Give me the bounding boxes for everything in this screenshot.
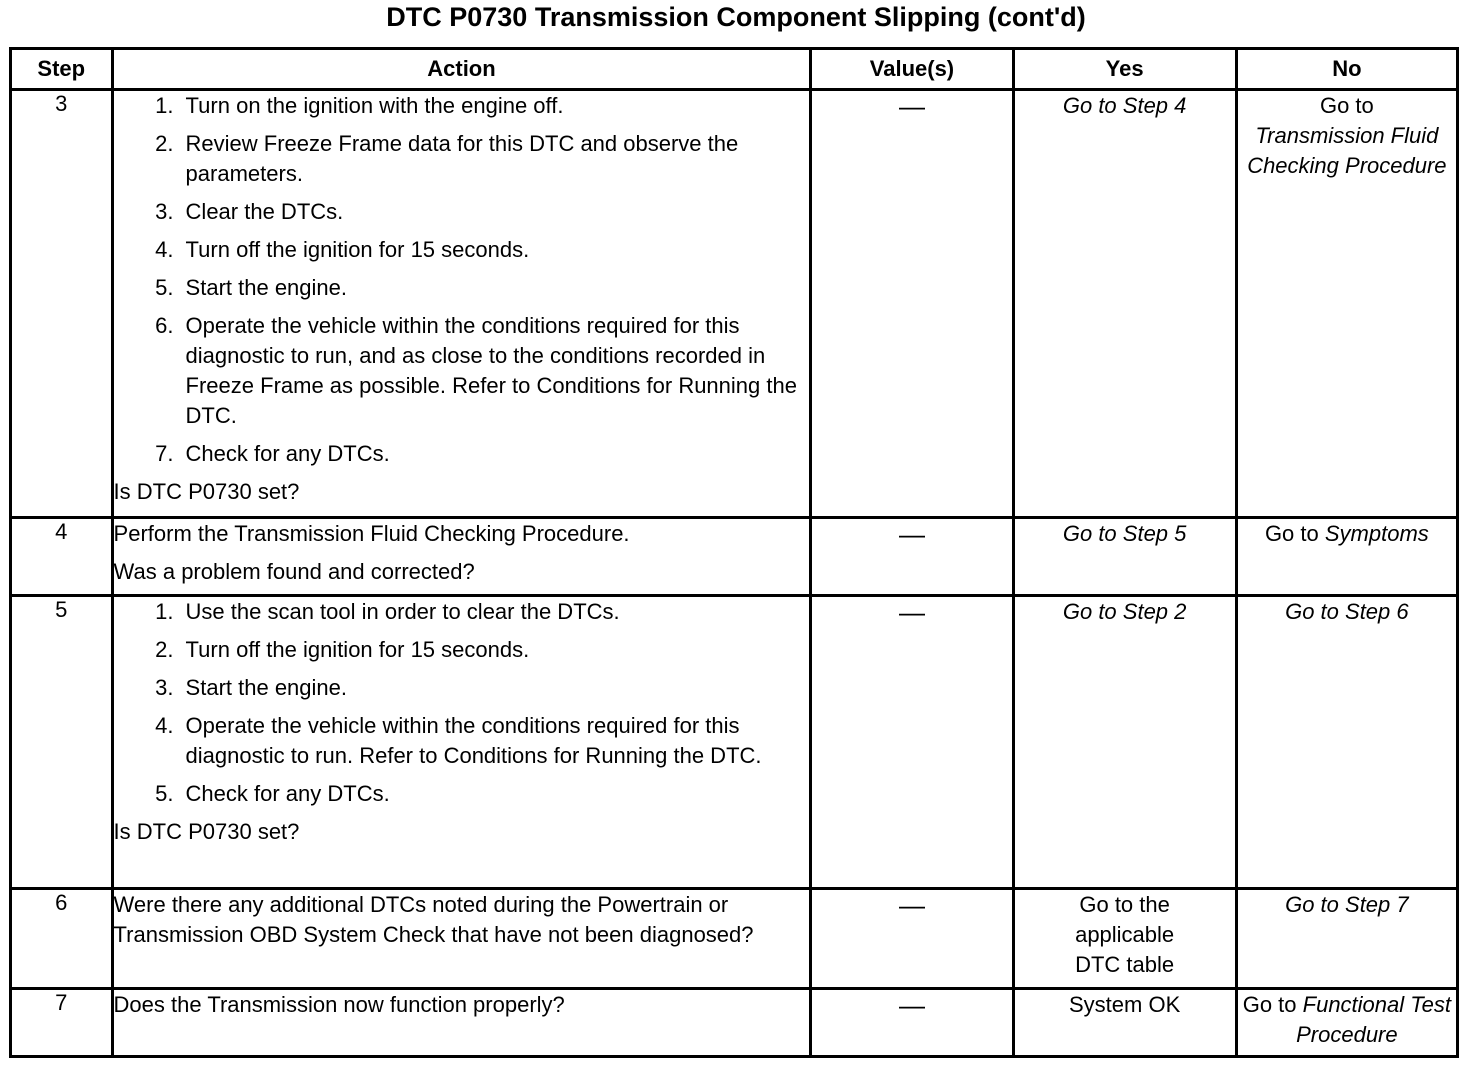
no-result-prefix: Go to bbox=[1242, 992, 1297, 1017]
step-number: 4 bbox=[11, 518, 113, 596]
list-item: 7. Check for any DTCs. bbox=[180, 439, 810, 469]
value-cell: — bbox=[811, 889, 1013, 989]
no-result: Go to Step 7 bbox=[1236, 889, 1457, 989]
action-question: Was a problem found and corrected? bbox=[113, 559, 475, 584]
step-number: 3 bbox=[11, 90, 113, 518]
list-item: 2. Review Freeze Frame data for this DTC and observe the parameters. bbox=[180, 129, 810, 189]
yes-result: Go to Step 2 bbox=[1013, 596, 1236, 889]
yes-result: Go to Step 5 bbox=[1013, 518, 1236, 596]
yes-result: Go to Step 4 bbox=[1013, 90, 1236, 518]
action-cell bbox=[112, 989, 811, 1057]
table-row-step-6 bbox=[11, 889, 1458, 989]
list-item: 2. Turn off the ignition for 15 seconds. bbox=[180, 635, 810, 665]
value-cell: — bbox=[811, 596, 1013, 889]
action-steps-list bbox=[114, 597, 810, 809]
value-cell: — bbox=[811, 989, 1013, 1057]
no-result-prefix: Go to bbox=[1264, 521, 1319, 546]
no-result-link: Transmission Fluid Checking Procedure bbox=[1247, 123, 1447, 178]
table-row-step-5 bbox=[11, 596, 1458, 889]
list-item: 3. Start the engine. bbox=[180, 673, 810, 703]
action-instruction: Perform the Transmission Fluid Checking Procedure. bbox=[113, 521, 630, 546]
header-no: No bbox=[1236, 49, 1457, 90]
yes-result: Go to the applicable DTC table bbox=[1013, 889, 1236, 989]
table-row-step-7 bbox=[11, 989, 1458, 1057]
no-result bbox=[1236, 518, 1457, 596]
step-number: 6 bbox=[11, 889, 113, 989]
action-steps-list bbox=[114, 91, 810, 469]
header-action: Action bbox=[112, 49, 811, 90]
action-cell bbox=[112, 596, 811, 889]
list-item: 4. Turn off the ignition for 15 seconds. bbox=[180, 235, 810, 265]
table-row-step-4 bbox=[11, 518, 1458, 596]
action-cell bbox=[112, 889, 811, 989]
header-row bbox=[11, 49, 1458, 90]
step-number: 7 bbox=[11, 989, 113, 1057]
no-result bbox=[1236, 90, 1457, 518]
no-result bbox=[1236, 989, 1457, 1057]
action-question: Does the Transmission now function properly? bbox=[113, 992, 565, 1017]
no-result-link: Functional Test Procedure bbox=[1296, 992, 1452, 1047]
action-cell bbox=[112, 518, 811, 596]
list-item: 5. Start the engine. bbox=[180, 273, 810, 303]
action-question: Were there any additional DTCs noted during the Powertrain or Transmission OBD System Check that have not been diagnosed? bbox=[113, 892, 754, 947]
value-cell: — bbox=[811, 90, 1013, 518]
action-question: Is DTC P0730 set? bbox=[113, 479, 300, 504]
list-item: 5. Check for any DTCs. bbox=[180, 779, 810, 809]
list-item: 3. Clear the DTCs. bbox=[180, 197, 810, 227]
no-result-prefix: Go to bbox=[1319, 93, 1374, 118]
diagnostic-table bbox=[9, 47, 1459, 1058]
action-cell bbox=[112, 90, 811, 518]
yes-result: System OK bbox=[1013, 989, 1236, 1057]
no-result: Go to Step 6 bbox=[1236, 596, 1457, 889]
value-cell: — bbox=[811, 518, 1013, 596]
list-item: 1. Turn on the ignition with the engine off. bbox=[180, 91, 810, 121]
page-title: DTC P0730 Transmission Component Slipping (cont'd) bbox=[386, 2, 1086, 32]
list-item: 1. Use the scan tool in order to clear the DTCs. bbox=[180, 597, 810, 627]
action-question: Is DTC P0730 set? bbox=[113, 819, 300, 844]
header-yes: Yes bbox=[1013, 49, 1236, 90]
step-number: 5 bbox=[11, 596, 113, 889]
table-row-step-3 bbox=[11, 90, 1458, 518]
list-item: 6. Operate the vehicle within the conditions required for this diagnostic to run, and as close to the conditions recorded in Freeze Frame as possible. Refer to Conditions for Running the DTC. bbox=[180, 311, 810, 431]
header-step: Step bbox=[11, 49, 113, 90]
list-item: 4. Operate the vehicle within the conditions required for this diagnostic to run. Refer to Conditions for Running the DTC. bbox=[180, 711, 810, 771]
header-values: Value(s) bbox=[811, 49, 1013, 90]
no-result-link: Symptoms bbox=[1324, 521, 1429, 546]
